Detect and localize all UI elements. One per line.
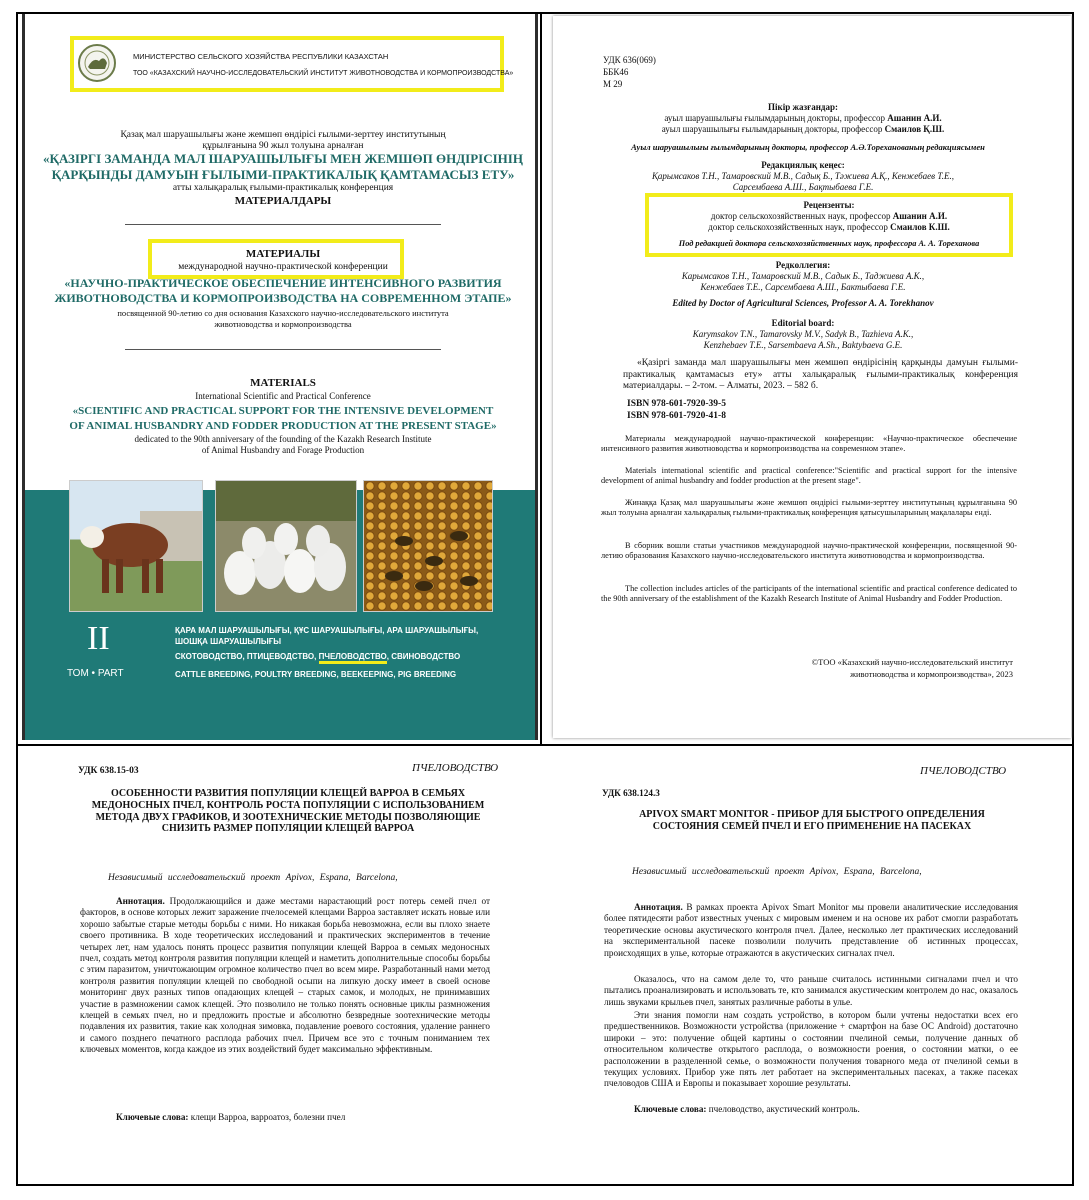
- kz-materials: МАТЕРИАЛДАРЫ: [234, 195, 332, 207]
- kz-reviewers: Пікір жазғандар: ауыл шаруашылығы ғылымдарының докторы, профессор Ашанин А.И. ауыл шаруашылығы ғылымдарының докторы, профессор Смаилов Қ.Ш.: [661, 102, 945, 134]
- para-en-materials: Materials international scientific and practical conference:"Scientific and practical support for the intensive development of animal husbandry and fodder production at the present stage".: [601, 466, 1017, 486]
- imprint-page: [553, 16, 1071, 738]
- en-editor: Edited by Doctor of Agricultural Sciences, Professor A. A. Torekhanov: [672, 298, 934, 308]
- article1-abstract: Аннотация. Продолжающийся и даже местами нарастающий рост потерь семей пчел от факторов, в основе которых лежит заражение пчелосемей клещами Варроа заставляет искать новые или хорошо забытые старые методы борьбы с ними. Но никакая борьба невозможна, если вы плохо знаете своего противника. В ходе теоретических исследований и практических экспериментов в течение четырех лет, нам удалось понять процесс развития популяции клещей Варроа в семьях медоносных пчел, создать метод контроля развития популяции клещей и наметить дополнительные способы борьбы с этим паразитом, уничтожающим огромное количество пчел во всем мире. Разработанный нами метод контроля развития популяции клещей по свободной осыпи на липкую доску имеет в своей основе мониторинг двух разных типов опадающих клещей – старых самок, и молодых, не принимавших участие в размножении самок клещей. Это позволило не только понять основные циклы размножения клещей в семьях пчел, но и предложить простые и абсолютно безвредные зоотехнические методы подавления их развития, такие как холодная зимовка, подавление роевого состояния, удаление раннего и самого позднего печатного расплода рабочих пчел. Причем все это с точным пониманием тех ключевых моментов, когда каждое из этих воздействий будет максимально эффективным.: [80, 896, 490, 1055]
- en-conf-label: International Scientific and Practical Conference: [195, 391, 371, 401]
- ru-reviewers: Рецензенты: доктор сельскохозяйственных наук, профессор Ашанин А.И. доктор сельскохозяйственных наук, профессор Смаилов К.Ш.: [708, 200, 950, 232]
- article2-keywords: Ключевые слова: пчеловодство, акустический контроль.: [634, 1104, 860, 1114]
- citation: «Қазіргі заманда мал шаруашылығы мен жемшөп өндірісінің қарқынды дамуын ғылыми-практикалық қамтамасыз ету» атты халықаралық ғылыми-практикалық конференция материалдары. – 2-том. – Алматы, 2023. – 582 б.: [623, 358, 1018, 391]
- kz-conf-label: атты халықаралық ғылыми-практикалық конференция: [172, 183, 394, 193]
- article1-affiliation: Независимый исследовательский проект Apivox, Espana, Barcelona,: [108, 873, 398, 883]
- en-dedication: dedicated to the 90th anniversary of the founding of the Kazakh Research Institute of Animal Husbandry and Forage Production: [134, 434, 432, 455]
- kz-editor: Ауыл шаруашылығы ғылымдарының докторы, профессор А.Ә.Тореханованың редакциясымен: [631, 142, 985, 152]
- ru-materials: МАТЕРИАЛЫ: [245, 248, 321, 260]
- article2-section: ПЧЕЛОВОДСТВО: [920, 765, 1007, 777]
- en-sections: CATTLE BREEDING, POULTRY BREEDING, BEEKEEPING, PIG BREEDING: [175, 670, 457, 679]
- ru-title: «НАУЧНО-ПРАКТИЧЕСКОЕ ОБЕСПЕЧЕНИЕ ИНТЕНСИВНОГО РАЗВИТИЯ ЖИВОТНОВОДСТВА И КОРМОПРОИЗВОДСТВА НА СОВРЕМЕННОМ ЭТАПЕ»: [54, 276, 512, 305]
- en-materials: MATERIALS: [250, 377, 316, 389]
- article2-title: APIVOX SMART MONITOR - ПРИБОР ДЛЯ БЫСТРОГО ОПРЕДЕЛЕНИЯ СОСТОЯНИЯ СЕМЕЙ ПЧЕЛ И ЕГО ПРИМЕНЕНИЕ НА ПАСЕКАХ: [639, 809, 985, 832]
- ministry-name: МИНИСТЕРСТВО СЕЛЬСКОГО ХОЗЯЙСТВА РЕСПУБЛИКИ КАЗАХСТАН: [133, 52, 389, 61]
- article-page-2: [552, 752, 1064, 1176]
- kz-intro: Қазақ мал шаруашылығы және жемшөп өндірісі ғылыми-зерттеу институтының құрылғанына 90 жыл толуына арналған: [120, 130, 446, 151]
- para-kz-collection: Жинаққа Қазақ мал шаруашылығы және жемшөп өндірісі ғылыми-зерттеу институтының құрылғанына 90 жыл толуына арналған халықаралық ғылыми-практикалық конференция қатысушыларының мақалалары енді.: [601, 498, 1017, 518]
- highlight-box-header: [70, 36, 504, 92]
- ru-dedication: посвященной 90-летию со дня основания Казахского научно-исследовательского института животноводства и кормопроизводства: [117, 308, 449, 329]
- article1-section: ПЧЕЛОВОДСТВО: [412, 762, 499, 774]
- para-en-collection: The collection includes articles of the participants of the international scientific and practical conference dedicated to the 90th anniversary of the establishment of the Kazakh Research Institute of Animal Husbandry and Fodder Production.: [601, 584, 1017, 604]
- honeycomb-photo: [363, 480, 493, 612]
- separator-line: [125, 224, 441, 225]
- article2-para3: Эти знания помогли нам создать устройство, в котором были учтены недостатки всех его предшественников. Возможности устройства (приложение + смартфон на базе ОС Android) достаточно широки – это: получение общей картины о состоянии пчелиной семьи, получение данных об относительном количестве открытого расплода, о возможности роения, о состоянии матки, о ее расположении в разделенной семье, о возможности получения товарного меда от пчелиной семьи в текущих условиях. Прибор уже пять лет работает на экспериментальных пасеках, а также пасеках пчеловодов США и Европы и показывает хорошие результаты.: [604, 1010, 1018, 1089]
- article2-para2: Оказалось, что на самом деле то, что раньше считалось истинными сигналами пчел и что пытались проанализировать и использовать те, кто занимался акустическим контролем до нас, оказалось лишь звуками крыльев пчел, занятых различные работы в улье.: [604, 974, 1018, 1007]
- ru-editor: Под редакцией доктора сельскохозяйственных наук, профессора А. А. Тореханова: [678, 239, 980, 248]
- copyright: ©ТОО «Казахский научно-исследовательский институт животноводства и кормопроизводства», 2023: [811, 657, 1013, 679]
- book-cover: [22, 14, 538, 740]
- institute-seal-icon: [77, 43, 117, 83]
- article2-udk: УДК 638.124.3: [602, 788, 660, 798]
- divider-horizontal: [16, 744, 1074, 746]
- ru-board: Редколлегия: Карымсаков Т.Н., Тамаровский М.В., Садык Б., Таджиева А.К., Кенжебаев Т.Е., Сарсембаева А.Ш., Бактыбаева Г.Е.: [681, 260, 925, 292]
- classification-codes: УДК 636(069) ББК46 М 29: [603, 55, 656, 89]
- article-page-1: [28, 752, 538, 1176]
- article1-udk: УДК 638.15-03: [78, 766, 139, 776]
- kz-board: Редакциялық кеңес: Қарымсаков Т.Н., Тамаровский М.В., Садық Б., Тәжиева А.Қ., Кенжебаев Т.Е., Сарсембаева А.Ш., Бақтыбаева Г.Е.: [651, 160, 955, 192]
- article1-keywords: Ключевые слова: клещи Варроа, варроатоз, болезни пчел: [116, 1112, 346, 1122]
- volume-label: ТОМ • PART: [67, 668, 124, 679]
- highlighted-beekeeping: ПЧЕЛОВОДСТВО: [319, 652, 387, 664]
- institute-name: ТОО «КАЗАХСКИЙ НАУЧНО-ИССЛЕДОВАТЕЛЬСКИЙ ИНСТИТУТ ЖИВОТНОВОДСТВА И КОРМОПРОИЗВОДСТВА»: [133, 70, 514, 77]
- en-title: «SCIENTIFIC AND PRACTICAL SUPPORT FOR THE INTENSIVE DEVELOPMENT OF ANIMAL HUSBANDRY AND FODDER PRODUCTION AT THE PRESENT STAGE»: [69, 405, 497, 432]
- separator-line: [125, 349, 441, 350]
- article1-title: ОСОБЕННОСТИ РАЗВИТИЯ ПОПУЛЯЦИИ КЛЕЩЕЙ ВАРРОА В СЕМЬЯХ МЕДОНОСНЫХ ПЧЕЛ, КОНТРОЛЬ РОСТА ПОПУЛЯЦИИ С ИСПОЛЬЗОВАНИЕМ МЕТОДА ДВУХ ГРАФИКОВ, И ЗООТЕХНИЧЕСКИЕ МЕТОДЫ ПОЗВОЛЯЮЩИЕ СНИЗИТЬ РАЗМЕР ПОПУЛЯЦИИ КЛЕЩЕЙ ВАРРОА: [91, 788, 485, 835]
- isbn-list: ISBN 978-601-7920-39-5 ISBN 978-601-7920-41-8: [627, 399, 726, 421]
- para-ru-materials: Материалы международной научно-практической конференции: «Научно-практическое обеспечение интенсивного развития животноводства и кормопроизводства на современном этапе».: [601, 434, 1017, 454]
- kz-sections: ҚАРА МАЛ ШАРУАШЫЛЫҒЫ, ҚҰС ШАРУАШЫЛЫҒЫ, АРА ШАРУАШЫЛЫҒЫ, ШОШҚА ШАРУАШЫЛЫҒЫ: [175, 626, 479, 646]
- cattle-photo: [69, 480, 203, 612]
- volume-number: II: [87, 620, 110, 657]
- kz-title: «ҚАЗІРГІ ЗАМАНДА МАЛ ШАРУАШЫЛЫҒЫ МЕН ЖЕМШӨП ӨНДІРІСІНІҢ ҚАРҚЫНДЫ ДАМУЫН ҒЫЛЫМИ-ПРАКТИКАЛЫҚ ҚАМТАМАСЫЗ ЕТУ»: [43, 151, 523, 182]
- ru-sections: СКОТОВОДСТВО, ПТИЦЕВОДСТВО, ПЧЕЛОВОДСТВО, СВИНОВОДСТВО: [175, 652, 460, 661]
- article2-affiliation: Независимый исследовательский проект Apivox, Espana, Barcelona,: [632, 867, 922, 877]
- en-board: Editorial board: Karymsakov T.N., Tamarovsky M.V., Sadyk B., Tazhieva A.K., Kenzhebaev T.E., Sarsembaeva A.Sh., Baktybaeva G.E.: [692, 318, 914, 350]
- divider-vertical: [540, 12, 542, 745]
- article2-abstract: Аннотация. В рамках проекта Apivox Smart Monitor мы провели аналитические исследования более пятидесяти работ известных ученых с мировым именем и на основе их работ смогли разработать теоретические основы акустического контроля пчел. Далее, несколько лет практических исследований на экспериментальной пасеке позволили получить представление об истинных процессах, происходящих в улье, которые отражаются в акустических сигналах пчел.: [604, 902, 1018, 958]
- para-ru-collection: В сборник вошли статьи участников международной научно-практической конференции, посвященной 90-летию образования Казахского научно-исследовательского института животноводства и кормопроизводства.: [601, 541, 1017, 561]
- ru-conf-label: международной научно-практической конференции: [178, 262, 388, 272]
- geese-photo: [215, 480, 357, 612]
